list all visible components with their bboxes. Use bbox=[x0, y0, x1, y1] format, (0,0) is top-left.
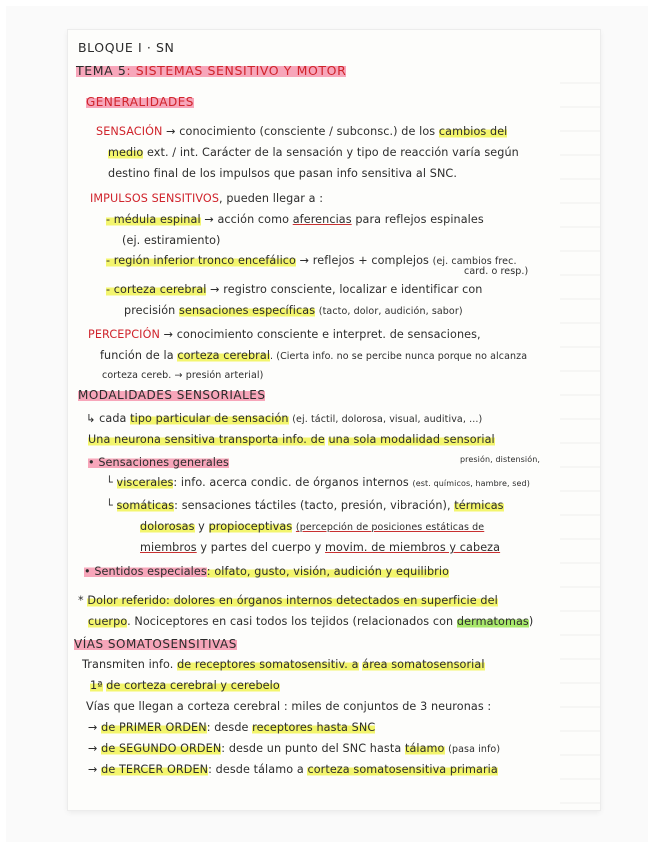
topic-name: : SISTEMAS SENSITIVO Y MOTOR bbox=[126, 63, 347, 78]
percepcion-line-1 bbox=[88, 328, 481, 341]
item1-c: aferencias bbox=[292, 213, 352, 226]
percepcion-term: PERCEPCIÓN bbox=[88, 328, 160, 341]
sensacion-text-2b: ext. / int. Carácter de la sensación y tipo de reacción varía según bbox=[147, 146, 519, 159]
item1-d: para reflejos espinales bbox=[355, 213, 484, 226]
n2-note: (pasa info) bbox=[448, 744, 501, 755]
n3-arrow: → bbox=[88, 763, 98, 776]
viscerales-line: └ viscerales: info. acerca condic. de órganos internos (est. químicos, hambre, sed) bbox=[106, 476, 530, 489]
section-heading-modalidades bbox=[78, 388, 265, 402]
section-heading-generalidades bbox=[86, 95, 194, 109]
somaticas-2b: y bbox=[198, 520, 205, 533]
percepcion-text-2b: corteza cerebral bbox=[177, 349, 271, 362]
item3-a: - corteza cerebral bbox=[106, 283, 207, 296]
somaticas-line-2 bbox=[140, 520, 484, 533]
impulsos-item-1-example bbox=[122, 234, 221, 247]
impulsos-item-2 bbox=[106, 254, 517, 267]
impulsos-item-3-cont bbox=[124, 304, 463, 317]
sensacion-text-1b: cambios del bbox=[438, 125, 508, 138]
especiales-list: : olfato, gusto, visión, audición y equilibrio bbox=[206, 565, 450, 578]
vias-1b: de receptores somatosensitiv. a bbox=[177, 658, 359, 671]
section-heading-vias bbox=[74, 637, 237, 651]
vias-2b: de corteza cerebral y cerebelo bbox=[106, 679, 280, 692]
generales-label: • Sensaciones generales bbox=[88, 456, 229, 469]
notebook-page bbox=[68, 30, 600, 810]
n3-desde: : desde tálamo a bbox=[208, 763, 304, 776]
n2-label: de SEGUNDO ORDEN bbox=[101, 742, 222, 755]
mod-1b: tipo particular de sensación bbox=[130, 412, 289, 425]
mod-2a: Una neurona sensitiva transporta info. de bbox=[88, 433, 325, 446]
vias-3: Vías que llegan a corteza cerebral : miles de conjuntos de 3 neuronas : bbox=[86, 700, 492, 713]
neurona-segundo-orden bbox=[88, 742, 500, 755]
sensacion-line-3 bbox=[108, 167, 457, 180]
item3-d: sensaciones específicas bbox=[179, 304, 316, 317]
dolor-asterisk: * bbox=[78, 594, 84, 607]
item3-b: → registro consciente, localizar e identificar con bbox=[210, 283, 483, 296]
somaticas-termicas: térmicas bbox=[454, 499, 504, 512]
somaticas-line-3 bbox=[140, 541, 500, 554]
somaticas-3a: miembros bbox=[140, 541, 197, 554]
somaticas-term: somáticas bbox=[116, 499, 175, 512]
vias-2a: 1ª bbox=[90, 679, 103, 692]
vias-heading-text: VÍAS SOMATOSENSITIVAS bbox=[74, 637, 237, 651]
sensaciones-generales bbox=[88, 456, 229, 469]
vias-line-2 bbox=[90, 679, 280, 692]
sensacion-text-3: destino final de los impulsos que pasan info sensitiva al SNC. bbox=[108, 167, 457, 180]
item3-c: precisión bbox=[124, 304, 176, 317]
item2-c: (ej. cambios frec. bbox=[432, 256, 517, 267]
percepcion-text-3: corteza cereb. → presión arterial) bbox=[102, 370, 264, 381]
dolor-cuerpo: cuerpo bbox=[88, 615, 128, 628]
n1-label: de PRIMER ORDEN bbox=[101, 721, 207, 734]
dolor-dermatomas: dermatomas bbox=[456, 615, 529, 628]
item3-e: (tacto, dolor, audición, sabor) bbox=[318, 306, 463, 317]
impulsos-rest: , pueden llegar a : bbox=[219, 192, 324, 205]
percepcion-text-2a: función de la bbox=[100, 349, 174, 362]
impulsos-line bbox=[90, 192, 323, 205]
sensacion-line-1 bbox=[96, 125, 507, 138]
vias-line-3 bbox=[86, 700, 491, 713]
vias-line-1 bbox=[82, 658, 485, 671]
n3-corteza: corteza somatosensitiva primaria bbox=[307, 763, 498, 776]
sensacion-text-2a: medio bbox=[108, 146, 144, 159]
somaticas-3c: movim. de miembros y cabeza bbox=[325, 541, 501, 554]
mod-2b: una sola modalidad sensorial bbox=[328, 433, 495, 446]
modalidades-heading-text: MODALIDADES SENSORIALES bbox=[78, 388, 266, 402]
somaticas-2a: dolorosas bbox=[140, 520, 195, 533]
n2-arrow: → bbox=[88, 742, 98, 755]
generalidades-heading-text: GENERALIDADES bbox=[86, 95, 194, 109]
percepcion-line-3 bbox=[102, 370, 263, 381]
vias-1a: Transmiten info. bbox=[82, 658, 174, 671]
dolor-term: Dolor referido bbox=[87, 594, 167, 607]
modalidades-line-1 bbox=[86, 412, 482, 425]
especiales-label: • Sentidos especiales bbox=[84, 565, 207, 578]
somaticas-2d: (percepción de posiciones estáticas de bbox=[295, 522, 485, 533]
item2-b: → reflejos + complejos bbox=[299, 254, 429, 267]
percepcion-line-2 bbox=[100, 349, 527, 362]
impulsos-item-2-note bbox=[464, 266, 528, 277]
sensacion-text-1a: → conocimiento (consciente / subconsc.) de los bbox=[166, 125, 436, 138]
neurona-primer-orden bbox=[88, 721, 375, 734]
sensacion-line-2 bbox=[108, 146, 519, 159]
sensacion-term: SENSACIÓN bbox=[96, 125, 163, 138]
generales-note-text: presión, distensión, bbox=[460, 455, 541, 464]
item1-e: (ej. estiramiento) bbox=[122, 234, 221, 247]
item2-d: card. o resp.) bbox=[464, 266, 529, 277]
somaticas-rest: : sensaciones táctiles (tacto, presión, vibración), bbox=[174, 499, 451, 512]
viscerales-rest: : info. acerca condic. de órganos internos bbox=[173, 476, 409, 489]
n2-talamo: tálamo bbox=[404, 742, 445, 755]
viscerales-note: (est. químicos, hambre, sed) bbox=[412, 479, 530, 488]
neurona-tercer-orden bbox=[88, 763, 498, 776]
somaticas-line-1: └ somáticas: sensaciones táctiles (tacto, presión, vibración), térmicas bbox=[106, 499, 504, 512]
viscerales-term: viscerales bbox=[116, 476, 174, 489]
topic-number: TEMA 5 bbox=[76, 63, 127, 78]
n1-arrow: → bbox=[88, 721, 98, 734]
n3-label: de TERCER ORDEN bbox=[101, 763, 209, 776]
sentidos-especiales bbox=[84, 565, 449, 578]
mod-1c: (ej. táctil, dolorosa, visual, auditiva, ...) bbox=[292, 414, 483, 425]
somaticas-3b: y partes del cuerpo y bbox=[200, 541, 322, 554]
page-bleed-through bbox=[560, 60, 600, 810]
dolor-text-1: : dolores en órganos internos detectados en superficie del bbox=[166, 594, 498, 607]
dolor-referido-line-1 bbox=[78, 594, 498, 607]
block-label-text: BLOQUE I · SN bbox=[78, 40, 175, 55]
n1-desde: : desde bbox=[206, 721, 249, 734]
item1-b: → acción como bbox=[204, 213, 290, 226]
vias-1c: área somatosensorial bbox=[362, 658, 485, 671]
impulsos-item-1 bbox=[106, 213, 484, 226]
n1-range: receptores hasta SNC bbox=[252, 721, 376, 734]
topic-title bbox=[76, 63, 346, 78]
modalidades-line-2 bbox=[88, 433, 495, 446]
dolor-close: ) bbox=[528, 615, 534, 628]
dolor-referido-line-2 bbox=[88, 615, 533, 628]
item2-a: - región inferior tronco encefálico bbox=[106, 254, 296, 267]
mod-1a: ↳ cada bbox=[86, 412, 127, 425]
impulsos-term: IMPULSOS SENSITIVOS bbox=[90, 192, 220, 205]
block-label bbox=[78, 40, 174, 55]
n2-desde: : desde un punto del SNC hasta bbox=[221, 742, 402, 755]
impulsos-item-3 bbox=[106, 283, 483, 296]
dolor-text-2: . Nociceptores en casi todos los tejidos (relacionados con bbox=[127, 615, 454, 628]
percepcion-text-2c: . (Cierta info. no se percibe nunca porque no alcanza bbox=[270, 351, 528, 362]
item1-a: - médula espinal bbox=[106, 213, 201, 226]
somaticas-2c: propioceptivas bbox=[208, 520, 293, 533]
percepcion-text-1: → conocimiento consciente e interpret. de sensaciones, bbox=[163, 328, 481, 341]
